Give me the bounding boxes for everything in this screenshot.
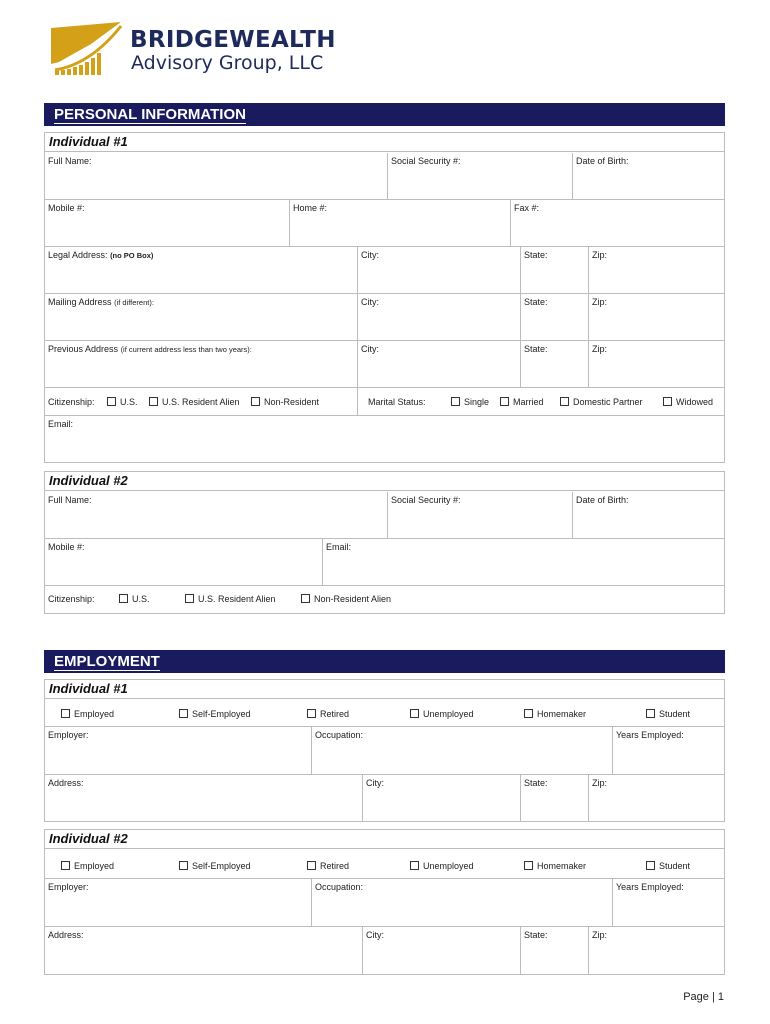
years-employed-field[interactable]: Years Employed: xyxy=(612,727,724,774)
status-student-checkbox[interactable]: Student xyxy=(646,861,690,871)
marital-single-checkbox[interactable]: Single xyxy=(451,397,489,407)
previous-city-field[interactable]: City: xyxy=(357,341,520,387)
status-self-employed-checkbox[interactable]: Self-Employed xyxy=(179,861,251,871)
status-unemployed-checkbox[interactable]: Unemployed xyxy=(410,861,474,871)
ssn-field[interactable]: Social Security #: xyxy=(387,492,572,538)
section-header-employment: EMPLOYMENT xyxy=(44,650,725,673)
row-employer-address xyxy=(45,775,724,821)
company-logo xyxy=(51,22,351,80)
citizen-us-checkbox[interactable]: U.S. xyxy=(119,594,150,604)
status-employed-checkbox[interactable]: Employed xyxy=(61,709,114,719)
row-citizenship-marital xyxy=(45,388,724,416)
employer-zip-field[interactable]: Zip: xyxy=(588,927,724,974)
marital-status-group: Marital Status: Single Married Domestic Partner Widowed xyxy=(357,388,724,415)
row-employer xyxy=(45,879,724,927)
occupation-field[interactable]: Occupation: xyxy=(311,727,612,774)
status-employed-checkbox[interactable]: Employed xyxy=(61,861,114,871)
company-name: BRIDGEWEALTH xyxy=(130,27,336,53)
individual-heading: Individual #2 xyxy=(45,830,724,849)
legal-zip-field[interactable]: Zip: xyxy=(588,247,724,293)
employer-field[interactable]: Employer: xyxy=(48,730,89,740)
previous-zip-field[interactable]: Zip: xyxy=(588,341,724,387)
company-subtitle: Advisory Group, LLC xyxy=(131,52,324,74)
row-previous-address xyxy=(45,341,724,388)
previous-state-field[interactable]: State: xyxy=(520,341,588,387)
row-mailing-address xyxy=(45,294,724,341)
employer-state-field[interactable]: State: xyxy=(520,927,588,974)
status-student-checkbox[interactable]: Student xyxy=(646,709,690,719)
occupation-field[interactable]: Occupation: xyxy=(311,879,612,926)
row-email xyxy=(45,416,724,462)
full-name-field[interactable]: Full Name: xyxy=(48,156,92,166)
individual-heading: Individual #1 xyxy=(45,680,724,699)
employment-individual-1 xyxy=(44,679,725,822)
marital-married-checkbox[interactable]: Married xyxy=(500,397,544,407)
employer-address-field[interactable]: Address: xyxy=(48,778,84,788)
marital-widowed-checkbox[interactable]: Widowed xyxy=(663,397,713,407)
email-field[interactable]: Email: xyxy=(322,539,724,585)
mailing-state-field[interactable]: State: xyxy=(520,294,588,340)
mailing-zip-field[interactable]: Zip: xyxy=(588,294,724,340)
employer-zip-field[interactable]: Zip: xyxy=(588,775,724,821)
page-number: Page | 1 xyxy=(683,991,724,1003)
employment-status-group xyxy=(45,700,724,726)
row-legal-address xyxy=(45,247,724,294)
citizen-us-checkbox[interactable]: U.S. xyxy=(107,397,138,407)
mobile-field[interactable]: Mobile #: xyxy=(48,203,85,213)
dob-field[interactable]: Date of Birth: xyxy=(572,492,724,538)
status-homemaker-checkbox[interactable]: Homemaker xyxy=(524,861,586,871)
row-employer xyxy=(45,727,724,775)
employer-city-field[interactable]: City: xyxy=(362,775,520,821)
personal-individual-2 xyxy=(44,471,725,614)
employment-status-group xyxy=(45,850,724,878)
status-unemployed-checkbox[interactable]: Unemployed xyxy=(410,709,474,719)
mobile-field[interactable]: Mobile #: xyxy=(48,542,85,552)
employment-individual-2 xyxy=(44,829,725,975)
employer-city-field[interactable]: City: xyxy=(362,927,520,974)
row-employer-address xyxy=(45,927,724,974)
employer-state-field[interactable]: State: xyxy=(520,775,588,821)
individual-heading: Individual #1 xyxy=(45,133,724,152)
legal-city-field[interactable]: City: xyxy=(357,247,520,293)
citizenship-group: Citizenship: U.S. U.S. Resident Alien Non-Resident xyxy=(48,397,320,407)
mailing-address-field[interactable]: Mailing Address (if different): xyxy=(48,297,154,307)
previous-address-field[interactable]: Previous Address (if current address less than two years): xyxy=(48,344,252,354)
section-header-personal: PERSONAL INFORMATION xyxy=(44,103,725,126)
citizen-non-resident-checkbox[interactable]: Non-Resident xyxy=(251,397,319,407)
citizenship-group: Citizenship: U.S. U.S. Resident Alien Non-Resident Alien xyxy=(48,594,392,604)
marital-domestic-partner-checkbox[interactable]: Domestic Partner xyxy=(560,397,643,407)
ssn-field[interactable]: Social Security #: xyxy=(387,153,572,199)
row-mobile-email xyxy=(45,539,724,586)
row-phones xyxy=(45,200,724,247)
employer-address-field[interactable]: Address: xyxy=(48,930,84,940)
email-field[interactable]: Email: xyxy=(48,419,74,429)
mailing-city-field[interactable]: City: xyxy=(357,294,520,340)
status-retired-checkbox[interactable]: Retired xyxy=(307,861,349,871)
status-self-employed-checkbox[interactable]: Self-Employed xyxy=(179,709,251,719)
individual-heading: Individual #2 xyxy=(45,472,724,491)
row-employment-status xyxy=(45,700,724,727)
row-name xyxy=(45,153,724,200)
full-name-field[interactable]: Full Name: xyxy=(48,495,92,505)
citizen-resident-alien-checkbox[interactable]: U.S. Resident Alien xyxy=(185,594,276,604)
status-homemaker-checkbox[interactable]: Homemaker xyxy=(524,709,586,719)
employer-field[interactable]: Employer: xyxy=(48,882,89,892)
dob-field[interactable]: Date of Birth: xyxy=(572,153,724,199)
status-retired-checkbox[interactable]: Retired xyxy=(307,709,349,719)
home-phone-field[interactable]: Home #: xyxy=(289,200,510,246)
row-name xyxy=(45,492,724,539)
row-employment-status xyxy=(45,850,724,879)
personal-individual-1 xyxy=(44,132,725,463)
bridge-logo-icon xyxy=(51,22,123,78)
years-employed-field[interactable]: Years Employed: xyxy=(612,879,724,926)
citizen-non-resident-alien-checkbox[interactable]: Non-Resident Alien xyxy=(301,594,391,604)
citizen-resident-alien-checkbox[interactable]: U.S. Resident Alien xyxy=(149,397,240,407)
legal-state-field[interactable]: State: xyxy=(520,247,588,293)
fax-field[interactable]: Fax #: xyxy=(510,200,724,246)
legal-address-field[interactable]: Legal Address: (no PO Box) xyxy=(48,250,154,260)
row-citizenship xyxy=(45,586,724,613)
